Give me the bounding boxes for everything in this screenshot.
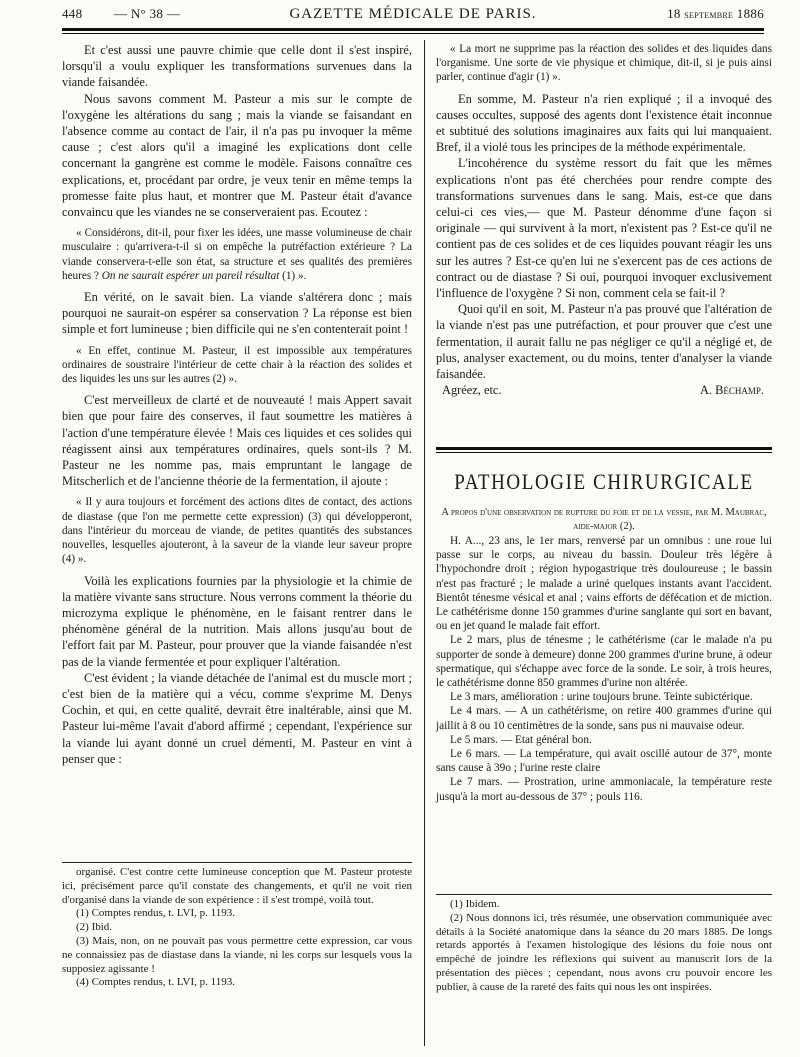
case-paragraph: Le 5 mars. — Etat général bon. bbox=[450, 733, 592, 746]
date-month: septembre bbox=[684, 7, 734, 21]
case-paragraph: Le 2 mars, plus de ténesme ; le cathétérisme (car le malade n'a pu supporter de sonde à demeure) donne 200 grammes d'urine brune, à odeur spermatique, qui s'échappe avec force de la sonde. Le soir, à trois heures, le cathétérisme donne 850 grammes d'urine non altérée. bbox=[436, 634, 772, 690]
date-year: 1886 bbox=[736, 6, 764, 21]
journal-title: GAZETTE MÉDICALE DE PARIS. bbox=[289, 6, 537, 22]
case-paragraph: H. A..., 23 ans, le 1er mars, renversé par un omnibus : une roue lui passe sur le corps, au niveau du bassin. Douleur très légère à l'hypochondre droit ; région hypogastrique très douloureuse ; le bassin n'est pas fracturé ; le malade a uriné quelques instants avant l'accident. Bientôt ténesme vésical et anal ; vains efforts de défécation et de miction. Le cathétérisme donne 150 grammes d'urine sanglante qui sort en bavant, ou en jet quand le malade fait effort. bbox=[436, 535, 772, 633]
date-day: 18 bbox=[667, 6, 681, 21]
quote-emphasis: On ne saurait espérer un pareil résultat bbox=[101, 269, 280, 282]
section-rule bbox=[436, 447, 772, 453]
paragraph: Et c'est aussi une pauvre chimie que celle dont il s'est inspiré, lorsqu'il a voulu expliquer les transformations survenues dans la viande faisandée. bbox=[62, 43, 412, 90]
case-paragraph: Le 3 mars, amélioration : urine toujours brune. Teinte subictérique. bbox=[450, 691, 753, 704]
closing: Agréez, etc. bbox=[442, 383, 502, 398]
footnote: (1) Comptes rendus, t. LVI, p. 1193. bbox=[76, 907, 235, 920]
page-header bbox=[62, 6, 764, 26]
footnote-rule bbox=[62, 862, 412, 863]
paragraph: Nous savons comment M. Pasteur a mis sur le compte de l'oxygène les altérations du sang ; mais la viande se faisandant en l'absence comme au contact de l'air, il n'a pas pu invoquer la même cause ; c'est alors qu'il a imaginé les explications dont celle concernant la gangrène est comme le modèle. Faisons connaître ces explications, et, procédant par ordre, je veux tenir en même temps la promesse faite plus haut, et montrer que M. Pasteur était d'avance convaincu que les viandes ne se conserveraient pas. Ecoutez : bbox=[62, 91, 412, 220]
quote-text: « Considérons, dit-il, pour fixer les idées, une masse volumineuse de chair musculaire : qu'arrivera-t-il si on empêche la putréfaction extérieure ? La viande conservera-t-elle son état, sa structure et ses qualités des premières heures ? bbox=[62, 227, 412, 282]
quotation: « Il y aura toujours et forcément des actions dites de contact, des actions de diastase (que l'on me permette cette expression) (3) qui développeront, dans l'intérieur du morceau de viande, de petites quantités des substances nouvelles, lesquelles ajouteront, à la saveur de la viande leur saveur propre (4) ». bbox=[62, 496, 412, 566]
paragraph: C'est merveilleux de clarté et de nouveauté ! mais Appert savait bien que pour faire des conserves, il faut soumettre les matières à l'action d'une température élevée ! Mais ces liquides et ces solides qui réagissent ainsi aux températures ordinaires, quels sont-ils ? M. Pasteur ne les nomme pas, mais empruntant le langage de Mitscherlich et de l'ancienne théorie de la fermentation, il ajoute : bbox=[62, 393, 412, 489]
section-subtitle: A propos d'une observation de rupture du foie et de la vessie, par M. Maubrac, aide-major (2). bbox=[441, 507, 767, 532]
left-column bbox=[62, 42, 412, 767]
case-paragraph: Le 4 mars. — A un cathétérisme, on retire 400 grammes d'urine qui jaillit à 8 ou 10 centimètres de la sonde, sans pus ni mauvaise odeur. bbox=[436, 705, 772, 732]
paragraph: Voilà les explications fournies par la physiologie et la chimie de la matière vivante sans structure. Nous verrons comment la théorie du microzyma explique le phénomène, en le faisant rentrer dans le phénomène général de la nutrition. Mais allons jusqu'au bout de l'effort fait par M. Pasteur, pour prouver que la viande faisandée n'est pas de la viande fermentée et pour expliquer l'altération. bbox=[62, 573, 412, 669]
case-paragraph: Le 7 mars. — Prostration, urine ammoniacale, la température reste jusqu'à la mort au-dessous de 37° ; pouls 116. bbox=[436, 776, 772, 803]
signature-line bbox=[436, 382, 772, 398]
issue-date bbox=[667, 6, 764, 22]
paragraph: Quoi qu'il en soit, M. Pasteur n'a pas prouvé que l'altération de la viande n'est pas une putréfaction, et pour prouver que c'est une fermentation, il aurait fallu ne pas négliger ce qu'il a négligé et, de plus, analyser exactement, ou du moins, tenter d'analyser la viande faisandée. bbox=[436, 302, 772, 382]
footnote-rule bbox=[436, 894, 772, 895]
quotation bbox=[62, 226, 412, 283]
right-column-top bbox=[436, 42, 772, 398]
footnote: (2) Ibid. bbox=[76, 921, 113, 934]
footnote: organisé. C'est contre cette lumineuse conception que M. Pasteur proteste ici, précisément parce qu'il constate des changements, et qu'il ne voit rien d'organisé dans la viande de son expérience : il s'est trompé, voilà tout. bbox=[62, 866, 412, 906]
author-signature: A. Béchamp. bbox=[699, 383, 764, 398]
column-divider bbox=[424, 40, 425, 1046]
right-footnotes bbox=[436, 898, 772, 995]
header-rule bbox=[62, 28, 764, 34]
case-report bbox=[436, 506, 772, 804]
issue-number: — N° 38 — bbox=[114, 6, 181, 21]
footnote: (3) Mais, non, on ne pouvait pas vous permettre cette expression, car vous ne connaissiez pas de diastase dans la viande, ni les corps sur lesquels vous la supposiez agissante ! bbox=[62, 934, 412, 975]
footnote: (2) Nous donnons ici, très résumée, une observation communiquée avec détails à la Société anatomique dans la séance du 20 mars 1885. De longs retards apportés à l'examen histologique des lésions du foie nous ont empêché de joindre les réflexions qui suivent au manuscrit lors de la présentation des pièces ; cependant, nous avons cru pouvoir encore les publier, à cause de la rareté des faits qui nous les ont inspirées. bbox=[436, 911, 772, 993]
paragraph: En somme, M. Pasteur n'a rien expliqué ; il a invoqué des causes occultes, supposé des agents dont l'existence était inconnue et subtitué des solutions imaginaires aux faits qui lui manquaient. Bref, il a violé tous les principes de la méthode expérimentale. bbox=[436, 91, 772, 155]
paragraph: En vérité, on le savait bien. La viande s'altérera donc ; mais pourquoi ne saurait-on espérer sa conservation ? La réponse est bien simple et fort lumineuse ; bien difficile qui ne s'en contenterait point ! bbox=[62, 290, 412, 337]
section-title: PATHOLOGIE CHIRURGICALE bbox=[454, 470, 754, 495]
paragraph: L'incohérence du système ressort du fait que les mêmes explications n'ont pas été cherchées pour rendre compte des transformations survenues dans le sang. Mais, est-ce que dans celui-ci ces vies,— que M. Pasteur dénomme d'une façon si originale — qui survivent à la mort, n'existent pas ? Est-ce qu'il ne contient pas de ces solides et de ces liquides pouvant réagir les uns sur les autres ? Est-ce qu'en lui ne s'exercent pas de ces actions de contract ou de diastase ? Si oui, pourquoi invoquer exclusivement l'influence de l'oxygène ? Si non, comment cela se fait-il ? bbox=[436, 156, 772, 301]
quote-ref: (1) ». bbox=[282, 269, 307, 282]
footnote: (4) Comptes rendus, t. LVI, p. 1193. bbox=[76, 976, 235, 989]
page-number: 448 bbox=[62, 6, 83, 21]
quotation: « La mort ne supprime pas la réaction des solides et des liquides dans l'organisme. Une sorte de vie physique et chimique, dit-il, si je puis ainsi parler, continue d'agir (1) ». bbox=[436, 43, 772, 84]
paragraph: C'est évident ; la viande détachée de l'animal est du muscle mort ; c'est bien de la matière qui a vécu, comme s'exprime M. Denys Cochin, et qui, en cette qualité, devrait être inaltérable, ainsi que M. Pasteur lui-même l'avait d'abord affirmé ; cependant, l'expérience sur la viande lui ayant donné un cruel démenti, M. Pasteur en vint à penser que : bbox=[62, 670, 412, 766]
footnote: (1) Ibidem. bbox=[450, 898, 500, 910]
case-paragraph: Le 6 mars. — La température, qui avait oscillé autour de 37°, monte sans cause à 39o ; l'urine reste claire bbox=[436, 748, 772, 775]
quotation: « En effet, continue M. Pasteur, il est impossible aux températures ordinaires de soustraire l'intérieur de cette chair à la réaction des solides et des liquides les uns sur les autres (2) ». bbox=[62, 344, 412, 386]
left-footnotes bbox=[62, 866, 412, 990]
